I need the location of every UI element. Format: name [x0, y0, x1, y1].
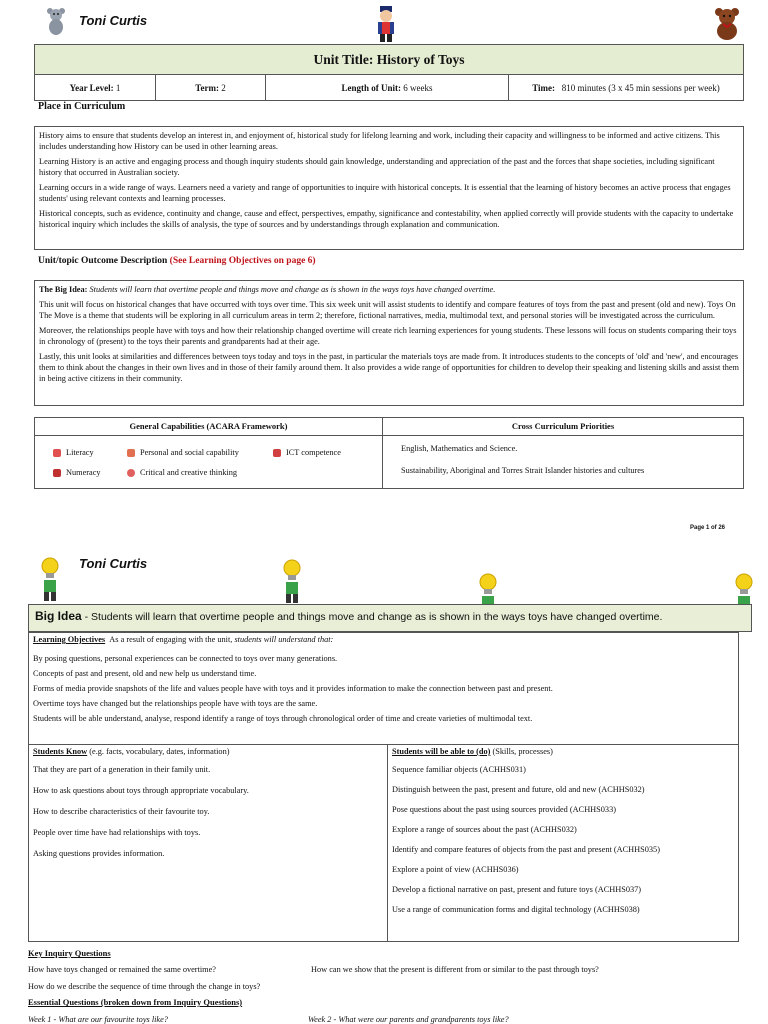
able-item: Explore a range of sources about the past (ACHHS032): [392, 825, 577, 834]
objective-item: Overtime toys have changed but the relationships people have with toys are the same.: [33, 699, 318, 708]
able-item: Explore a point of view (ACHHS036): [392, 865, 519, 874]
big-idea-banner: Big Idea - Students will learn that overtime people and things move and change as is shown in the ways toys have changed overtime.: [28, 604, 752, 632]
outcome-note: (See Learning Objectives on page 6): [169, 256, 316, 266]
objective-item: Concepts of past and present, old and new help us understand time.: [33, 669, 257, 678]
week-question: Week 1 - What are our favourite toys like?: [28, 1015, 168, 1024]
able-item: Develop a fictional narrative on past, present and future toys (ACHHS037): [392, 885, 642, 894]
big-idea-label: The Big Idea:: [39, 285, 88, 294]
critical-thinking-icon: [127, 469, 135, 477]
big-idea-text: Students will learn that overtime people and things move and change as is shown in the ways toys have changed overtime.: [89, 285, 496, 294]
general-capabilities-heading: General Capabilities (ACARA Framework): [35, 418, 383, 435]
capability-item: Literacy: [53, 448, 94, 457]
author-name: Toni Curtis: [79, 13, 148, 28]
able-item: Identify and compare features of objects from the past and present (ACHHS035): [392, 845, 660, 854]
place-in-curriculum-heading: Place in Curriculum: [38, 101, 126, 112]
students-able-heading: Students will be able to (do): [392, 747, 491, 756]
term-cell: Term: 2: [156, 75, 266, 101]
know-item: People over time have had relationships with toys.: [33, 828, 201, 837]
objective-item: Students will be able understand, analyse, respond identify a range of toys through chronological order of time and create varieties of multimodal text.: [33, 714, 533, 723]
able-item: Use a range of communication forms and digital technology (ACHHS038): [392, 905, 640, 914]
capability-item: Critical and creative thinking: [127, 468, 237, 477]
objectives-section: Learning Objectives As a result of engaging with the unit, students will understand that: By posing questions, personal experiences can be connected to toys over many generations. Concepts of past and present, old and new help us understand time. Forms of media provide snapshots of the life and values people have with toys and it provides information to make the connection between past and present. Overtime toys have changed but the relationships people have with toys are the same. Students will be able understand, analyse, respond identify a range of toys through chronological order of time and create varieties of multimodal text.: [29, 633, 738, 745]
outcome-para: Lastly, this unit looks at similarities and differences between toys today and toys in the past, in particular the materials toys are made from. It introduces students to the concepts of 'old' and 'new', and encourages them to think about the changes in their own lives and in those of their family around them. It also provides a wide range of opportunities for children to develop their speaking and listening skills and assist them in being active citizens in their community.: [39, 352, 740, 383]
learning-objectives-table: [28, 632, 739, 942]
know-item: How to describe characteristics of their favourite toy.: [33, 807, 210, 816]
objective-item: Forms of media provide snapshots of the life and values people have with toys and it provides information to make the connection between past and present.: [33, 684, 553, 693]
inquiry-question: How can we show that the present is different from or similar to the past through toys?: [311, 965, 599, 974]
capability-item: Numeracy: [53, 468, 101, 477]
outcome-heading: Unit/topic Outcome Description (See Learning Objectives on page 6): [38, 256, 316, 266]
curriculum-para: Learning occurs in a wide range of ways. Learners need a variety and range of opportunities to inquire with historical concepts. It is essential that the learning of history becomes an active process that engages students' using relevant contexts and learning processes.: [39, 183, 731, 203]
author-name: Toni Curtis: [79, 556, 148, 571]
outcome-para: Moreover, the relationships people have with toys and how their relationship changed overtime will create rich learning experiences for young students. These lessons will focus on students comparing their toys in chronology of (present) to the toys their parents and grandparents had at their age.: [39, 326, 737, 346]
unit-title: Unit Title: History of Toys: [313, 51, 465, 67]
length-cell: Length of Unit: 6 weeks: [266, 75, 509, 101]
able-item: Distinguish between the past, present and future, old and new (ACHHS032): [392, 785, 645, 794]
outcome-box: [34, 280, 744, 406]
capability-item: Personal and social capability: [127, 448, 239, 457]
know-item: Asking questions provides information.: [33, 849, 165, 858]
curriculum-para: Learning History is an active and engaging process and though inquiry students should gain knowledge, understanding and appreciation of the past and the forces that shape societies, including significant history that occurred in Australian society.: [39, 157, 715, 177]
capabilities-list: [35, 436, 383, 488]
time-cell: Time: 810 minutes (3 x 45 min sessions per week): [532, 83, 720, 93]
capability-item: ICT competence: [273, 448, 341, 457]
numeracy-icon: [53, 469, 61, 477]
cross-curriculum-heading: Cross Curriculum Priorities: [511, 421, 615, 431]
year-level-cell: Year Level: 1: [35, 75, 156, 101]
able-item: Pose questions about the past using sources provided (ACHHS033): [392, 805, 616, 814]
unit-header-table: [34, 44, 744, 101]
cross-curriculum-list: [383, 436, 743, 488]
outcome-para: This unit will focus on historical changes that have occurred with toys over time. This six week unit will assist students to identify and compare features of toys from the past and present (old and new). Toys On The Move is a theme that students will be exploring in all curriculum areas in term 2; therefore, fictional narratives, media, multimodal text, and personal stories will be investigated across the curriculum.: [39, 300, 736, 320]
know-item: How to ask questions about toys through appropriate vocabulary.: [33, 786, 249, 795]
idea-kid-icon: [34, 556, 66, 602]
personal-capability-icon: [127, 449, 135, 457]
students-able-column: Students will be able to (do) (Skills, processes) Sequence familiar objects (ACHHS031) Distinguish between the past, present and future, old and new (ACHHS032) Pose questions about the past using sources provided (ACHHS033) Explore a range of sources about the past (ACHHS032) Identify and compare features of objects from the past and present (ACHHS035) Explore a point of view (ACHHS036) Develop a fictional narrative on past, present and future toys (ACHHS037) Use a range of communication forms and digital technology (ACHHS038): [388, 745, 738, 941]
key-inquiry-heading: Key Inquiry Questions: [28, 948, 111, 958]
learning-objectives-heading: Learning Objectives: [33, 635, 106, 644]
ict-icon: [273, 449, 281, 457]
inquiry-question: How do we describe the sequence of time through the change in toys?: [28, 982, 261, 991]
inquiry-question: How have toys changed or remained the same overtime?: [28, 965, 216, 974]
curriculum-para: Historical concepts, such as evidence, continuity and change, cause and effect, perspectives, empathy, significance and contestability, when applied correctly will provide students with the capacity to undertake historical inquiry which includes the skills of analysis, the type of sources and by understandings through explanation and communication.: [39, 209, 734, 229]
idea-kid-icon: [276, 558, 308, 604]
students-know-heading: Students Know: [33, 747, 88, 756]
teddy-bear-icon: [44, 6, 68, 36]
literacy-icon: [53, 449, 61, 457]
cross-item: Sustainability, Aboriginal and Torres Strait Islander histories and cultures: [401, 466, 645, 475]
capabilities-table: [34, 417, 744, 489]
doll-icon: [372, 6, 400, 42]
able-item: Sequence familiar objects (ACHHS031): [392, 765, 526, 774]
cross-item: English, Mathematics and Science.: [401, 444, 518, 453]
curriculum-box: [34, 126, 744, 250]
students-know-column: Students Know (e.g. facts, vocabulary, dates, information) That they are part of a generation in their family unit. How to ask questions about toys through appropriate vocabulary. How to describe characteristics of their favourite toy. People over time have had relationships with toys. Asking questions provides information.: [29, 745, 388, 941]
objective-item: By posing questions, personal experiences can be connected to toys over many generations.: [33, 654, 338, 663]
know-item: That they are part of a generation in their family unit.: [33, 765, 211, 774]
essential-questions-heading: Essential Questions (broken down from Inquiry Questions): [28, 997, 243, 1007]
week-question: Week 2 - What were our parents and grandparents toys like?: [308, 1015, 509, 1024]
teddy-bear-brown-icon: [711, 6, 743, 40]
curriculum-para: History aims to ensure that students develop an interest in, and enjoyment of, historical study for lifelong learning and work, including their capacity and willingness to be informed and active citizens. This includes understanding how History can be used in other learning areas.: [39, 131, 720, 151]
page-number: Page 1 of 26: [690, 525, 726, 531]
